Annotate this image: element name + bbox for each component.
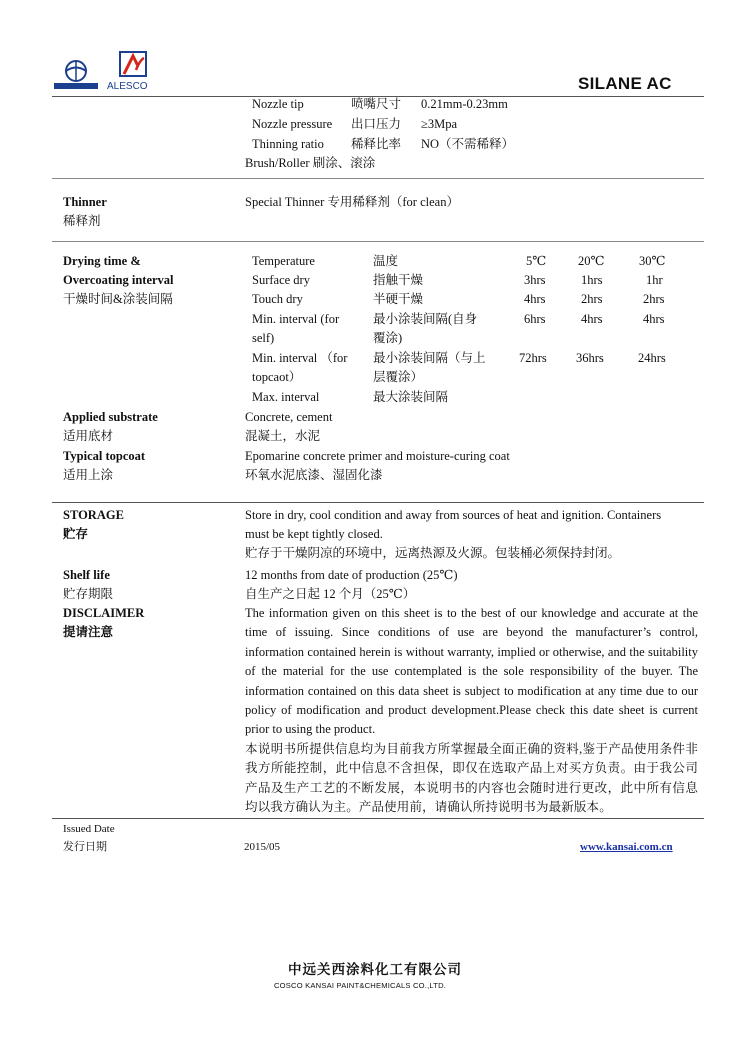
nozzle-tip-label-cn: 喷嘴尺寸 [351, 97, 402, 111]
table-cell: 2hrs [643, 292, 665, 306]
table-row-label-cn: 指触干燥 [373, 273, 424, 287]
table-cell: 2hrs [581, 292, 603, 306]
thinning-ratio-label-cn: 稀释比率 [351, 137, 402, 151]
nozzle-tip-value: 0.21mm-0.23mm [421, 97, 508, 111]
thinner-value: Special Thinner 专用稀释剂（for clean） [245, 195, 459, 209]
issued-date-label: Issued Date [63, 823, 115, 835]
temp-col-20c: 20℃ [578, 254, 605, 268]
table-row-label-cn: 最小涂装间隔（与上 [373, 351, 486, 365]
drying-label-line1: Drying time & [63, 254, 141, 268]
thinner-label: Thinner [63, 195, 107, 209]
temp-col-5c: 5℃ [526, 254, 547, 268]
substrate-label-cn: 适用底材 [63, 429, 114, 443]
table-cell: 1hrs [581, 273, 603, 287]
topcoat-value: Epomarine concrete primer and moisture-curing coat [245, 449, 510, 463]
disclaimer-label-cn: 提请注意 [63, 625, 114, 639]
table-row-label-cn-line2: 覆涂) [373, 331, 403, 345]
alesco-logo-text: ALESCO [107, 81, 148, 92]
table-cell: 36hrs [576, 351, 604, 365]
thinning-ratio-value: NO（不需稀释） [421, 137, 515, 151]
table-row-label: Min. interval (for [252, 312, 340, 326]
document-title: SILANE AC [578, 74, 672, 93]
footer-divider [52, 818, 704, 819]
storage-text-cn: 贮存于干燥阴凉的环境中，远离热源及火源。包装桶必须保持封闭。 [245, 546, 621, 560]
issued-date-label-cn: 发行日期 [63, 841, 107, 853]
company-name-en: COSCO KANSAI PAINT&CHEMICALS CO.,LTD. [274, 981, 447, 990]
shelf-life-label: Shelf life [63, 568, 110, 582]
thinning-ratio-label: Thinning ratio [252, 137, 324, 151]
substrate-label: Applied substrate [63, 410, 158, 424]
table-cell: 24hrs [638, 351, 666, 365]
temperature-header-cn: 温度 [373, 254, 399, 268]
table-row-label-line2: self) [252, 331, 275, 345]
drying-label-cn: 干燥时间&涂装间隔 [63, 292, 173, 306]
storage-text-line2: must be kept tightly closed. [245, 527, 383, 541]
issued-date-value: 2015/05 [244, 841, 281, 853]
topcoat-value-cn: 环氧水泥底漆、湿固化漆 [245, 468, 383, 482]
table-row-label: Max. interval [252, 390, 320, 404]
cosco-logo [52, 58, 100, 92]
brush-roller-text: Brush/Roller 刷涂、滚涂 [245, 156, 376, 170]
table-row-label: Min. interval （for [252, 351, 348, 365]
shelf-life-value-cn: 自生产之日起 12 个月（25℃） [245, 587, 416, 601]
nozzle-pressure-value: ≥3Mpa [421, 117, 458, 131]
table-cell: 4hrs [524, 292, 546, 306]
table-row-label-line2: topcaot） [252, 370, 302, 384]
disclaimer-text-cn: 本说明书所提供信息均为目前我方所掌握最全面正确的资料,鉴于产品使用条件非我方所能控制，此中信息不含担保，即仅在选取产品上对买方负责。由于我公司产品及生产工艺的不断发展，本说明书的内容也会随时进行更改，此中所有信息均以我方确认为主。产品使用前，请确认所持说明书为最新版本。 [245, 742, 698, 815]
company-name-cn: 中远关西涂料化工有限公司 [288, 962, 462, 978]
table-row-label: Surface dry [252, 273, 310, 287]
temp-col-30c: 30℃ [639, 254, 666, 268]
thinner-label-cn: 稀释剂 [63, 214, 101, 228]
disclaimer-label: DISCLAIMER [63, 606, 145, 620]
drying-label-line2: Overcoating interval [63, 273, 174, 287]
topcoat-label-cn: 适用上涂 [63, 468, 114, 482]
shelf-life-value: 12 months from date of production (25℃) [245, 568, 458, 582]
divider [52, 241, 704, 242]
nozzle-pressure-label: Nozzle pressure [252, 117, 333, 131]
table-row-label-cn: 最大涂装间隔 [373, 390, 449, 404]
table-row-label: Touch dry [252, 292, 303, 306]
shelf-life-label-cn: 贮存期限 [63, 587, 114, 601]
table-cell: 4hrs [643, 312, 665, 326]
substrate-value: Concrete, cement [245, 410, 333, 424]
divider [52, 178, 704, 179]
storage-label-cn: 贮存 [63, 527, 89, 541]
table-cell: 1hr [646, 273, 663, 287]
table-cell: 3hrs [524, 273, 546, 287]
table-cell: 6hrs [524, 312, 546, 326]
storage-text-line1: Store in dry, cool condition and away from sources of heat and ignition. Containers [245, 508, 662, 522]
table-row-label-cn: 最小涂装间隔(自身 [373, 312, 478, 326]
topcoat-label: Typical topcoat [63, 449, 146, 463]
website-link[interactable]: www.kansai.com.cn [580, 841, 673, 853]
table-cell: 72hrs [519, 351, 547, 365]
table-row-label-cn-line2: 层覆涂） [373, 370, 424, 384]
table-cell: 4hrs [581, 312, 603, 326]
disclaimer-text: The information given on this sheet is to the best of our knowledge and accurate at the time of issuing. Since conditions of use are beyond the manufacturer’s control, information contained herein is without warranty, implied or otherwise, and the suitability of the material for the use contemplated is the sole responsibility of the buyer. The information contained on this data sheet is subject to modification at any time due to our policy of modification and product development.Please check this date sheet is current prior to using the product. [245, 606, 698, 737]
storage-label: STORAGE [63, 508, 124, 522]
alesco-logo [106, 50, 164, 92]
substrate-value-cn: 混凝土，水泥 [245, 429, 321, 443]
section-divider [52, 502, 704, 503]
nozzle-pressure-label-cn: 出口压力 [351, 117, 402, 131]
table-row-label-cn: 半硬干燥 [373, 292, 424, 306]
temperature-header: Temperature [252, 254, 315, 268]
nozzle-tip-label: Nozzle tip [252, 97, 304, 111]
